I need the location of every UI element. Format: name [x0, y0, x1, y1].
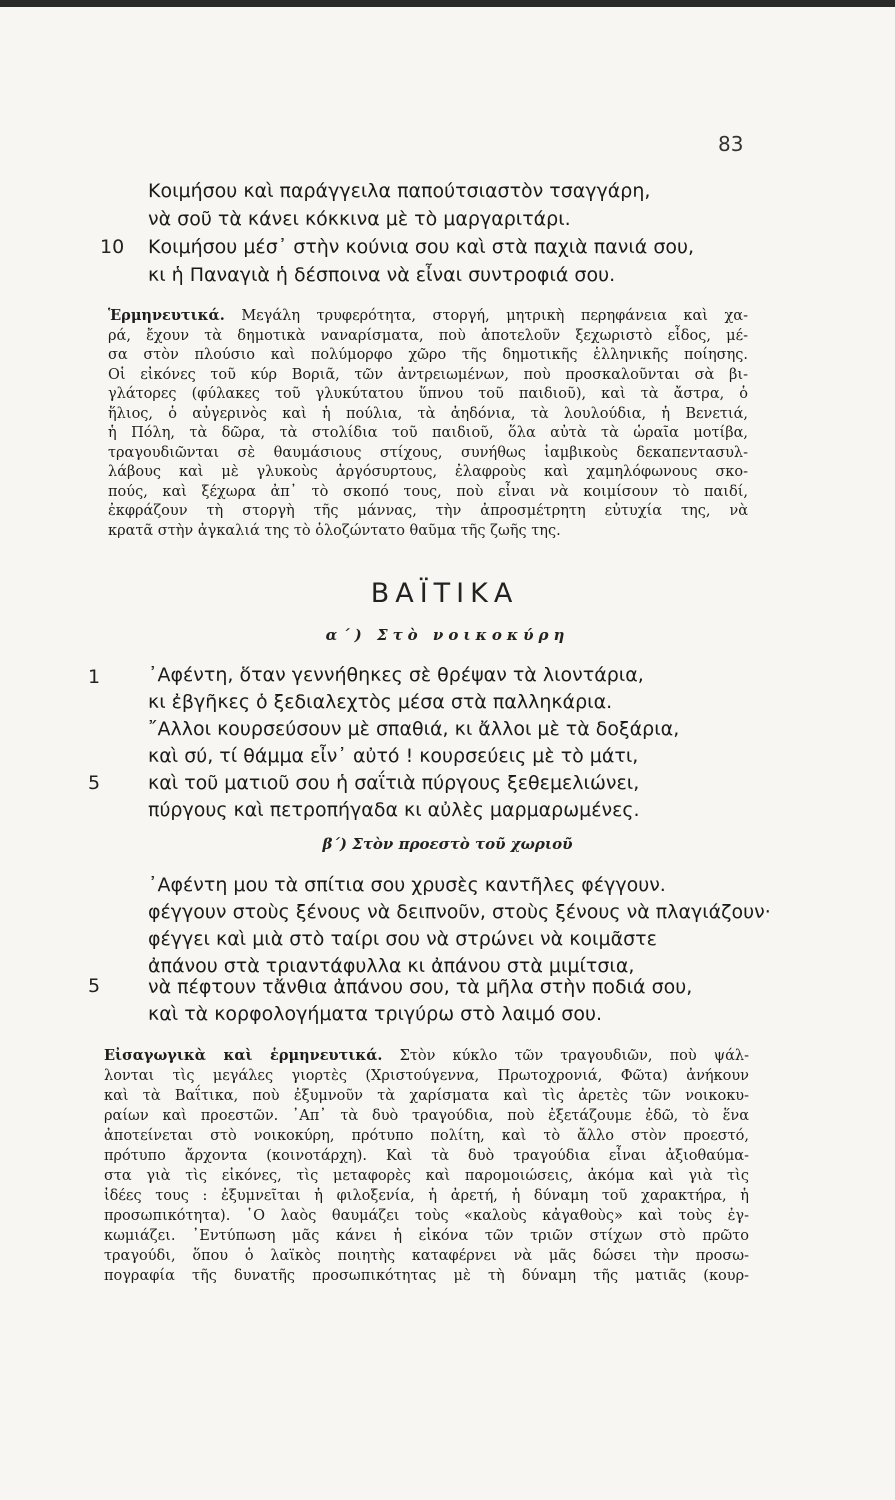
- commentary-line: πογραφία τῆς δυνατῆς προσωπικότητας μὲ τὴ δύναμη τῆς ματιᾶς (κουρ-: [104, 1268, 749, 1284]
- verse-line: κι ἐβγῆκες ὁ ξεδιαλεχτὸς μέσα στὰ παλληκάρια.: [148, 691, 613, 713]
- verse-line: νὰ σοῦ τὰ κάνει κόκκινα μὲ τὸ μαργαριτάρι.: [148, 208, 571, 230]
- commentary-line: στα γιὰ τὶς εἰκόνες, τὶς μεταφορὲς καὶ παρομοιώσεις, ἀκόμα καὶ γιὰ τὶς: [104, 1168, 749, 1184]
- commentary-line: ἥλιος, ὁ αὐγερινὸς καὶ ἡ πούλια, τὰ ἀηδόνια, τὰ λουλούδια, ἡ Βενετιά,: [108, 405, 748, 422]
- verse-line: πύργους καὶ πετροπήγαδα κι αὐλὲς μαρμαρωμένες.: [148, 799, 640, 821]
- verse-line: φέγγουν στοὺς ξένους νὰ δειπνοῦν, στοὺς ξένους νὰ πλαγιάζουν·: [148, 901, 771, 923]
- line-number: 5: [88, 975, 101, 997]
- commentary-line: Ἑρμηνευτικά. Μεγάλη τρυφερότητα, στοργή, μητρικὴ περηφάνεια καὶ χα-: [108, 307, 749, 324]
- commentary-line: καὶ τὰ Βαΐτικα, ποὺ ἐξυμνοῦν τὰ χαρίσματα καὶ τὶς ἀρετὲς τῶν νοικοκυ-: [104, 1088, 749, 1104]
- section-title: ΒΑΪΤΙΚΑ: [370, 578, 519, 609]
- verse-line: καὶ τὰ κορφολογήματα τριγύρω στὸ λαιμό σου.: [148, 1003, 602, 1025]
- verse-line: ῎Αλλοι κουρσεύσουν μὲ σπαθιά, κι ἄλλοι μὲ τὰ δοξάρια,: [148, 718, 680, 740]
- commentary-line: λάβους καὶ μὲ γλυκοὺς ἀργόσυρτους, ἐλαφροὺς καὶ χαμηλόφωνους σκο-: [108, 464, 748, 480]
- commentary-interpretive: [108, 306, 748, 541]
- commentary-line: λονται τὶς μεγάλες γιορτὲς (Χριστούγεννα, Πρωτοχρονιά, Φῶτα) ἀνήκουν: [104, 1068, 749, 1084]
- commentary-line: σα στὸν πλούσιο καὶ πολύμορφο χῶρο τῆς δημοτικῆς ἑλληνικῆς ποίησης.: [108, 347, 748, 363]
- verse-line: καὶ τοῦ ματιοῦ σου ἡ σαΐτιὰ πύργους ξεθεμελιώνει,: [148, 772, 640, 794]
- commentary-line: ἰδέες τους : ἐξυμνεῖται ἡ φιλοξενία, ἡ ἀρετή, ἡ δύναμη τοῦ χαρακτήρα, ἡ: [104, 1188, 749, 1204]
- commentary-line: πρότυπο ἄρχοντα (κοινοτάρχη). Καὶ τὰ δυὸ τραγούδια εἶναι ἀξιοθαύμα-: [104, 1148, 749, 1164]
- verse-line: ἀπάνου στὰ τριαντάφυλλα κι ἀπάνου στὰ μιμίτσια,: [148, 955, 635, 977]
- commentary-line: κωμιάζει. ᾿Εντύπωση μᾶς κάνει ἡ εἰκόνα τῶν τριῶν στίχων στὸ πρῶτο: [104, 1228, 749, 1244]
- commentary-line: τραγουδιῶνται σὲ θαυμάσιους στίχους, συνήθως ἰαμβικοὺς δεκαπεντασυλ-: [108, 444, 748, 461]
- line-number: 10: [100, 236, 125, 258]
- commentary-line: τραγούδι, ὅπου ὁ λαϊκὸς ποιητὴς καταφέρνει νὰ μᾶς δώσει τὴν προσω-: [104, 1248, 749, 1264]
- line-number: 5: [88, 772, 101, 794]
- verse-line: ᾿Αφέντη μου τὰ σπίτια σου χρυσὲς καντῆλες φέγγουν.: [148, 874, 666, 896]
- commentary-line: ραίων καὶ προεστῶν. ᾿Απ᾿ τὰ δυὸ τραγούδια, ποὺ ἐξετάζουμε ἐδῶ, τὸ ἕνα: [104, 1108, 749, 1124]
- scan-top-edge: [0, 0, 895, 7]
- commentary-line: ἐκφράζουν τὴ στοργὴ τῆς μάννας, τὴν ἀπροσμέτρητη εὐτυχία της, νὰ: [108, 503, 748, 519]
- commentary-line: κρατᾶ στὴν ἀγκαλιά της τὸ ὁλοζώντατο θαῦμα τῆς ζωῆς της.: [108, 522, 561, 539]
- line-number: 1: [88, 666, 101, 688]
- commentary-line: προσωπικότητα). ῾Ο λαὸς θαυμάζει τοὺς «καλοὺς κἀγαθοὺς» καὶ τοὺς ἐγ-: [104, 1208, 749, 1224]
- commentary-line: ρά, ἔχουν τὰ δημοτικὰ ναναρίσματα, ποὺ ἀποτελοῦν ξεχωριστὸ εἶδος, μέ-: [108, 327, 748, 344]
- verse-line: κι ἡ Παναγιὰ ἡ δέσποινα νὰ εἶναι συντροφιά σου.: [148, 264, 616, 286]
- verse-line: Κοιμήσου μέσ᾿ στὴν κούνια σου καὶ στὰ παχιὰ πανιά σου,: [148, 236, 695, 258]
- verse-line: νὰ πέφτουν τἄνθια ἀπάνου σου, τὰ μῆλα στὴν ποδιά σου,: [148, 976, 693, 998]
- commentary-line: ἀποτείνεται στὸ νοικοκύρη, πρότυπο πολίτη, καὶ τὸ ἄλλο στὸν προεστό,: [104, 1128, 749, 1144]
- page-number: 83: [718, 132, 744, 156]
- verse-line: ᾿Αφέντη, ὅταν γεννήθηκες σὲ θρέψαν τὰ λιοντάρια,: [148, 664, 644, 686]
- commentary-introductory: [104, 1046, 749, 1286]
- verse-line: Κοιμήσου καὶ παράγγειλα παπούτσιαστὸν τσαγγάρη,: [148, 180, 651, 202]
- commentary-label: Ἑρμηνευτικά.: [108, 307, 225, 324]
- verse-line: φέγγει καὶ μιὰ στὸ ταίρι σου νὰ στρώνει νὰ κοιμᾶστε: [148, 928, 657, 950]
- verse-line: καὶ σύ, τί θάμμα εἶν᾿ αὐτό ! κουρσεύεις μὲ τὸ μάτι,: [148, 745, 639, 767]
- song-heading: β΄) Στὸν προεστὸ τοῦ χωριοῦ: [322, 835, 573, 853]
- commentary-line: πούς, καὶ ξέχωρα ἀπ᾿ τὸ σκοπό τους, ποὺ εἶναι νὰ κοιμίσουν τὸ παιδί,: [108, 483, 748, 500]
- commentary-label: Εἰσαγωγικὰ καὶ ἑρμηνευτικά.: [104, 1047, 383, 1064]
- commentary-line: γλάτορες (φύλακες τοῦ γλυκύτατου ὕπνου τοῦ παιδιοῦ), καὶ τὰ ἄστρα, ὁ: [108, 386, 748, 402]
- commentary-line: Οἱ εἰκόνες τοῦ κύρ Βοριᾶ, τῶν ἀντρειωμένων, ποὺ προσκαλοῦνται σὰ βι-: [108, 366, 748, 383]
- commentary-line: ἡ Πόλη, τὰ δῶρα, τὰ στολίδια τοῦ παιδιοῦ, ὅλα αὐτὰ τὰ ὡραῖα μοτίβα,: [108, 425, 748, 441]
- song-heading: α΄) Στὸ νοικοκύρη: [325, 626, 570, 644]
- commentary-line: Εἰσαγωγικὰ καὶ ἑρμηνευτικά. Στὸν κύκλο τῶν τραγουδιῶν, ποὺ ψάλ-: [104, 1047, 750, 1064]
